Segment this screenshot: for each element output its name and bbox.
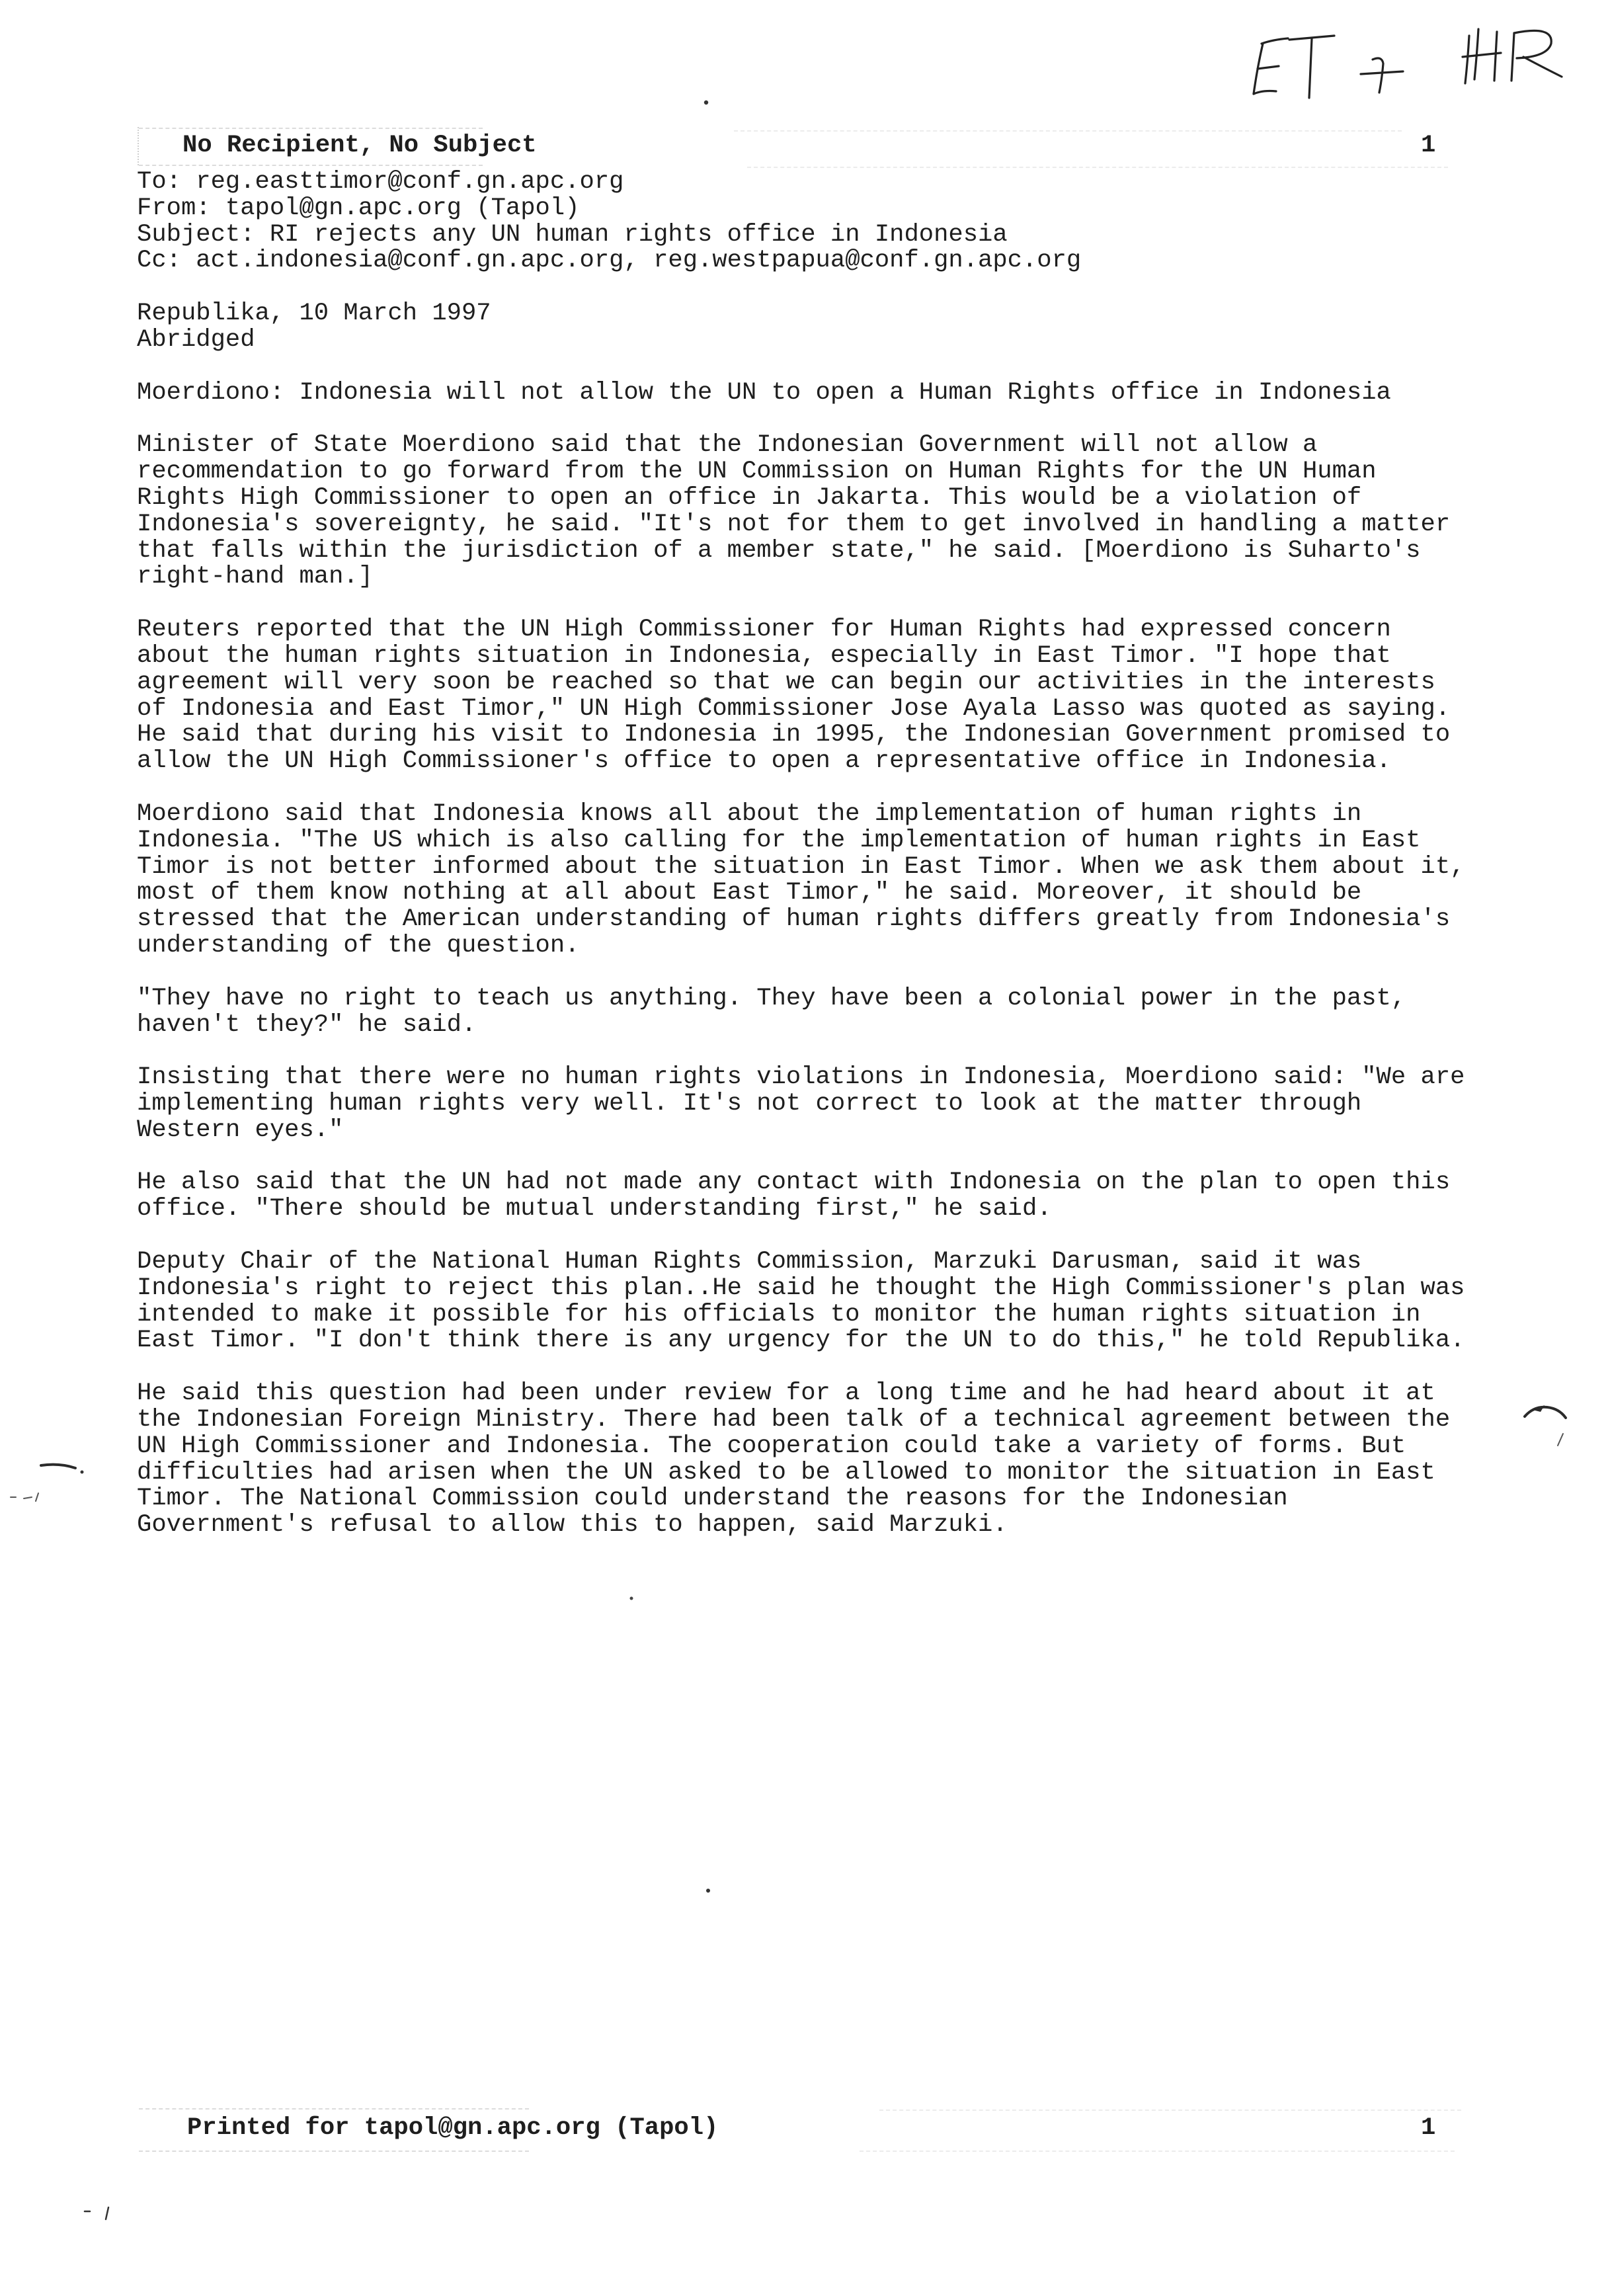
- handwritten-stroke: [1514, 30, 1551, 58]
- text-line: Moerdiono said that Indonesia knows all about the implementation of human rights in: [137, 800, 1362, 828]
- handwritten-stroke: [1523, 57, 1562, 77]
- text-line: intended to make it possible for his officials to monitor the human rights situation in: [137, 1300, 1421, 1329]
- text-line: allow the UN High Commissioner's office to open a representative office in Indonesia.: [137, 747, 1391, 776]
- scan-dot: [704, 101, 708, 104]
- text-line: Rights High Commissioner to open an office in Jakarta. This would be a violation of: [137, 483, 1362, 512]
- header-rule-bottom: [139, 165, 483, 166]
- scan-dot: [706, 1889, 710, 1893]
- header-rule-left: [138, 127, 139, 165]
- scan-dot: [630, 1597, 633, 1600]
- text-line: understanding of the question.: [137, 932, 580, 960]
- header-value: RI rejects any UN human rights office in Indonesia: [269, 220, 1008, 249]
- header-title: No Recipient, No Subject: [182, 132, 537, 159]
- text-line: implementing human rights very well. It's not correct to look at the matter through: [137, 1089, 1362, 1118]
- text-line: Timor is not better informed about the situation in East Timor. When we ask them about it,: [137, 852, 1465, 881]
- footer-page-number: 1: [1421, 2114, 1436, 2142]
- footer-rule-right-top: [879, 2110, 1461, 2111]
- footer-printed-for: Printed for tapol@gn.apc.org (Tapol): [187, 2114, 719, 2142]
- text-line: He said that during his visit to Indonesia in 1995, the Indonesian Government promised to: [137, 721, 1451, 749]
- header-label: To:: [137, 168, 181, 196]
- left-margin-mark: [81, 1471, 84, 1474]
- text-line: stressed that the American understanding of human rights differs greatly from Indonesia's: [137, 905, 1451, 934]
- left-margin-mark: [41, 1465, 75, 1468]
- right-margin-mark: [1558, 1434, 1563, 1446]
- handwritten-stroke: [1465, 36, 1469, 83]
- source-info: [137, 301, 1465, 354]
- email-headers: [137, 169, 1465, 274]
- handwritten-stroke: [1494, 32, 1497, 81]
- handwritten-stroke: [1309, 38, 1312, 98]
- text-line: "They have no right to teach us anything. They have been a colonial power in the past,: [137, 984, 1406, 1012]
- email-header-subject: [137, 222, 1465, 249]
- email-header-to: [137, 169, 1465, 196]
- text-line: Government's refusal to allow this to happen, said Marzuki.: [137, 1511, 1008, 1539]
- source-note: Abridged: [137, 325, 255, 354]
- paragraph: [137, 1065, 1465, 1143]
- text-line: He said this question had been under review for a long time and he had heard about it at: [137, 1379, 1435, 1408]
- handwritten-stroke: [1258, 66, 1279, 69]
- text-line: recommendation to go forward from the UN Commission on Human Rights for the UN Human: [137, 458, 1377, 486]
- message-body: [137, 169, 1465, 1565]
- text-line: Indonesia's right to reject this plan..He said he thought the High Commissioner's plan was: [137, 1274, 1465, 1302]
- text-line: Reuters reported that the UN High Commissioner for Human Rights had expressed concern: [137, 616, 1391, 644]
- handwritten-stroke: [1474, 29, 1478, 79]
- source-publication: Republika, 10 March 1997: [137, 300, 491, 328]
- email-header-from: [137, 196, 1465, 222]
- text-line: Timor. The National Commission could understand the reasons for the Indonesian: [137, 1485, 1288, 1513]
- handwritten-stroke: [1262, 38, 1288, 44]
- text-line: Western eyes.": [137, 1116, 344, 1144]
- text-line: that falls within the jurisdiction of a member state," he said. [Moerdiono is Suharto's: [137, 536, 1421, 565]
- handwritten-stroke: [1254, 91, 1276, 95]
- text-line: Indonesia's sovereignty, he said. "It's not for them to get involved in handling a matter: [137, 510, 1451, 538]
- article-headline-block: [137, 380, 1465, 407]
- paragraph: [137, 1170, 1465, 1223]
- header-rule-top: [139, 128, 483, 129]
- footer-rule-bottom: [139, 2151, 529, 2152]
- right-margin-mark: [1525, 1407, 1566, 1418]
- text-line: Indonesia. "The US which is also calling for the implementation of human rights in East: [137, 826, 1421, 854]
- text-line: East Timor. "I don't think there is any urgency for the UN to do this," he told Republika.: [137, 1327, 1465, 1355]
- text-line: of Indonesia and East Timor," UN High Commissioner Jose Ayala Lasso was quoted as saying.: [137, 694, 1451, 723]
- text-line: the Indonesian Foreign Ministry. There had been talk of a technical agreement between the: [137, 1405, 1451, 1434]
- text-line: right-hand man.]: [137, 563, 374, 591]
- text-line: haven't they?" he said.: [137, 1010, 477, 1039]
- text-line: Deputy Chair of the National Human Rights Commission, Marzuki Darusman, said it was: [137, 1247, 1362, 1276]
- paragraph: [137, 986, 1465, 1039]
- header-rule-right-top: [734, 130, 1402, 132]
- paragraph: [137, 1381, 1465, 1539]
- text-line: Minister of State Moerdiono said that the Indonesian Government will not allow a: [137, 431, 1318, 460]
- text-line: difficulties had arisen when the UN asked to be allowed to monitor the situation in East: [137, 1458, 1435, 1487]
- article-headline: Moerdiono: Indonesia will not allow the UN to open a Human Rights office in Indonesia: [137, 378, 1391, 407]
- paragraph: [137, 1249, 1465, 1354]
- handwritten-stroke: [1373, 58, 1383, 93]
- right-margin-mark: [1533, 1405, 1545, 1412]
- handwritten-stroke: [1511, 33, 1514, 81]
- email-header-cc: [137, 248, 1465, 274]
- bottom-left-mark: [85, 2207, 108, 2219]
- header-label: Cc:: [137, 247, 181, 275]
- text-line: agreement will very soon be reached so that we can begin our activities in the interests: [137, 668, 1435, 696]
- text-line: most of them know nothing at all about East Timor," he said. Moreover, it should be: [137, 879, 1362, 907]
- text-line: Insisting that there were no human rights violations in Indonesia, Moerdiono said: "We are: [137, 1063, 1465, 1092]
- text-line: office. "There should be mutual understanding first," he said.: [137, 1195, 1052, 1223]
- paragraph: [137, 801, 1465, 960]
- left-margin-mark: [11, 1493, 38, 1501]
- handwritten-annotation: [1223, 20, 1580, 112]
- header-rule-right-bottom: [747, 167, 1448, 168]
- text-line: UN High Commissioner and Indonesia. The cooperation could take a variety of forms. But: [137, 1432, 1406, 1460]
- paragraph: [137, 432, 1465, 591]
- header-label: Subject:: [137, 220, 255, 249]
- footer-rule-right-bottom: [860, 2151, 1455, 2152]
- header-value: tapol@gn.apc.org (Tapol): [225, 194, 580, 222]
- header-label: From:: [137, 194, 211, 222]
- header-page-number: 1: [1421, 132, 1436, 159]
- footer-rule-top: [139, 2108, 529, 2110]
- header-value: reg.easttimor@conf.gn.apc.org: [196, 168, 624, 196]
- paragraph: [137, 617, 1465, 775]
- text-line: about the human rights situation in Indonesia, especially in East Timor. "I hope that: [137, 641, 1391, 670]
- text-line: He also said that the UN had not made any contact with Indonesia on the plan to open this: [137, 1168, 1451, 1197]
- header-value: act.indonesia@conf.gn.apc.org, reg.westpapua@conf.gn.apc.org: [196, 247, 1082, 275]
